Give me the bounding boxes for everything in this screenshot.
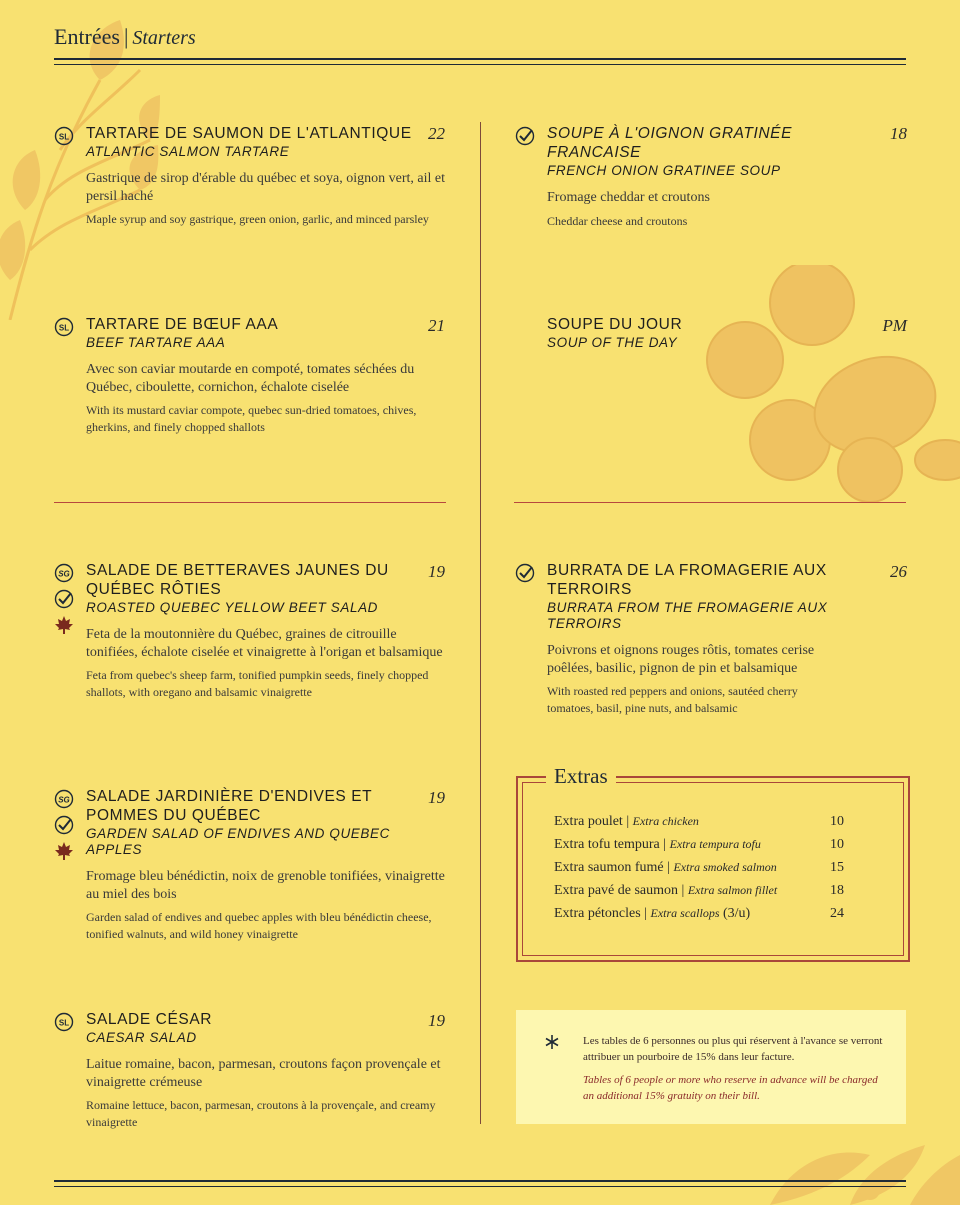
extra-name-fr: Extra poulet [554,814,623,829]
extra-price: 10 [830,814,844,829]
badge-text: SL [58,1018,70,1028]
item-name: TARTARE DE BŒUF AAA [86,316,279,333]
item-price: 18 [890,124,907,143]
extra-name-fr: Extra pétoncles [554,906,641,921]
item-name: SALADE CÉSAR [86,1011,213,1028]
extra-name-en: Extra smoked salmon [673,860,777,874]
sans-lactose-badge-icon [54,317,74,337]
sans-gluten-badge-icon [54,563,74,583]
item-description-fr: Gastrique de sirop d'érable du québec et soya, oignon vert, ail et persil haché [86,171,446,204]
extra-price: 18 [830,883,844,898]
title-en: Starters [132,27,196,49]
item-description-en: Cheddar cheese and croutons [547,213,688,228]
page-title [54,24,196,50]
item-name: BURRATA DE LA FROMAGERIE AUX TERROIRS [547,562,827,598]
item-price: 21 [428,316,445,335]
menu-item [58,787,446,943]
item-price: PM [882,316,907,335]
item-description-fr: Feta de la moutonnière du Québec, graines de citrouille tonifiées, échalote ciselée et vinaigrette à l'origan et balsamique [86,627,443,660]
bottom-rule-thin [54,1186,906,1187]
extra-name-fr: Extra saumon fumé [554,860,664,875]
item-description-fr: Avec son caviar moutarde en compoté, tomates séchées du Québec, ciboulette, cornichon, échalote ciselée [86,362,415,395]
extras-row: Extra poulet | Extra chicken 10 [554,814,844,829]
item-price: 22 [428,124,445,143]
extra-name-fr: Extra tofu tempura [554,837,660,852]
extra-name-en: Extra salmon fillet [687,883,778,897]
title-separator: | [123,24,129,49]
top-rule-thin [54,64,906,65]
item-price: 19 [428,788,445,807]
menu-item [547,561,847,717]
item-name: SALADE DE BETTERAVES JAUNES DU QUÉBEC RÔTIES [86,562,389,598]
bottom-rule [54,1180,906,1182]
item-description-en: Maple syrup and soy gastrique, green onion, garlic, and minced parsley [86,212,429,226]
extra-name-en: Extra chicken [632,814,699,828]
item-description-en: With its mustard caviar compote, quebec sun-dried tomatoes, chives, gherkins, and finely chopped shallots [86,403,417,434]
badge-text: SL [58,323,70,333]
vegetarian-check-icon [54,589,74,609]
extras-title: Extras [546,764,616,789]
sans-lactose-badge-icon [54,1012,74,1032]
title-fr: Entrées [54,24,120,49]
item-price: 19 [428,562,445,581]
gratuity-note-fr: Les tables de 6 personnes ou plus qui réservent à l'avance se verront attribuer un pourboire de 15% dans leur facture. [583,1035,883,1063]
extra-name-en: Extra tempura tofu [669,837,761,851]
asterisk-icon [544,1034,560,1050]
maple-leaf-icon [54,615,74,635]
item-description-fr: Laitue romaine, bacon, parmesan, croutons façon provençale et vinaigrette crémeuse [86,1057,441,1090]
item-description-en: Feta from quebec's sheep farm, tonified pumpkin seeds, finely chopped shallots, with oregano and balsamic vinaigrette [86,668,429,699]
item-name: SOUPE DU JOUR [547,316,683,333]
item-price: 19 [428,1011,445,1030]
item-subname: GARDEN SALAD OF ENDIVES AND QUEBEC APPLES [86,826,390,857]
extra-price: 10 [830,837,844,852]
item-description-fr: Fromage bleu bénédictin, noix de grenoble tonifiées, vinaigrette au miel des bois [86,869,445,902]
section-separator-right [514,502,906,503]
vegetarian-check-icon [54,815,74,835]
item-description-en: With roasted red peppers and onions, sautéed cherry tomatoes, basil, pine nuts, and balsamic [547,684,798,715]
item-subname: CAESAR SALAD [86,1030,197,1045]
item-subname: ATLANTIC SALMON TARTARE [86,144,290,159]
extras-row: Extra tofu tempura | Extra tempura tofu 10 [554,837,844,852]
sans-lactose-badge-icon [54,126,74,146]
top-rule [54,58,906,60]
maple-leaf-icon [54,841,74,861]
vegetarian-check-icon [515,126,535,146]
extra-price: 24 [830,906,844,921]
badge-text: SL [58,132,70,142]
extra-suffix: (3/u) [723,906,751,921]
item-subname: BEEF TARTARE AAA [86,335,226,350]
item-description-fr: Fromage cheddar et croutons [547,190,710,205]
extra-price: 15 [830,860,844,875]
gratuity-note-en: Tables of 6 people or more who reserve in advance will be charged an additional 15% gratuity on their bill. [583,1074,878,1102]
badge-text: SG [58,569,70,579]
extras-row: Extra saumon fumé | Extra smoked salmon 15 [554,860,844,875]
item-description-fr: Poivrons et oignons rouges rôtis, tomates cerise poêlées, basilic, pignon de pin et balsamique [547,643,815,676]
item-description-en: Romaine lettuce, bacon, parmesan, croutons à la provençale, and creamy vinaigrette [86,1098,436,1129]
item-name: SOUPE À L'OIGNON GRATINÉE FRANCAISE [547,125,793,161]
item-subname: ROASTED QUEBEC YELLOW BEET SALAD [86,600,379,615]
item-description-en: Garden salad of endives and quebec apples with bleu bénédictin cheese, tonified walnuts, and wild honey vinaigrette [86,910,432,941]
extras-row: Extra pavé de saumon | Extra salmon fillet 18 [554,883,844,898]
column-divider [480,122,481,1124]
item-subname: SOUP OF THE DAY [547,335,678,350]
item-name: TARTARE DE SAUMON DE L'ATLANTIQUE [86,125,412,142]
menu-item [547,124,847,230]
menu-item [547,315,847,351]
item-name: SALADE JARDINIÈRE D'ENDIVES ET POMMES DU QUÉBEC [86,788,372,824]
section-separator-left [54,502,446,503]
nuts-illustration-icon [700,265,960,505]
vegetarian-check-icon [515,563,535,583]
item-subname: BURRATA FROM THE FROMAGERIE AUX TERROIRS [547,600,828,631]
extra-name-en: Extra scallops [650,906,720,920]
item-price: 26 [890,562,907,581]
extras-row: Extra pétoncles | Extra scallops (3/u) 24 [554,906,844,921]
sans-gluten-badge-icon [54,789,74,809]
item-subname: FRENCH ONION GRATINEE SOUP [547,163,781,178]
gratuity-note-box [516,1010,906,1124]
menu-item [58,561,446,701]
badge-text: SG [58,795,70,805]
extra-name-fr: Extra pavé de saumon [554,883,679,898]
